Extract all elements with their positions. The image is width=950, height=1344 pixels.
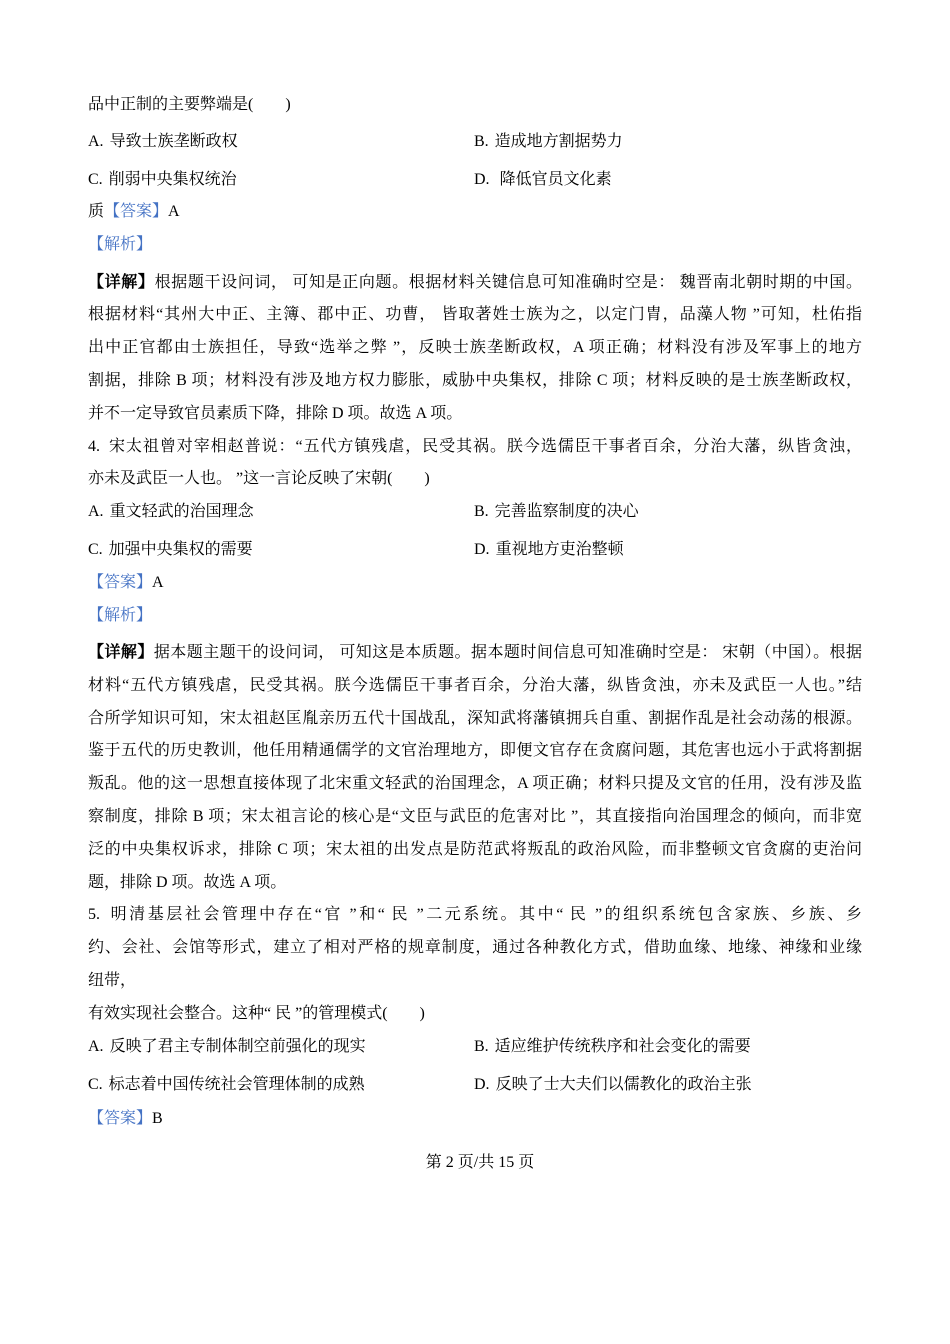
option-letter: C. <box>88 1075 103 1093</box>
detail-label: 【详解】 <box>88 273 155 291</box>
option-c <box>88 534 474 567</box>
detail-line: 并不一定导致官员素质下降，排除 D 项。故选 A 项。 <box>88 404 463 422</box>
option-d <box>474 1069 860 1102</box>
options-row-ab <box>88 126 862 159</box>
option-text: 造成地方割据势力 <box>494 132 623 150</box>
option-letter: B. <box>474 1037 489 1055</box>
option-a <box>88 1031 474 1064</box>
option-b <box>474 1031 860 1064</box>
option-letter: B. <box>474 503 489 521</box>
analysis-label: 【解析】 <box>88 236 153 254</box>
option-b <box>474 496 860 529</box>
detail-line <box>88 637 862 670</box>
options-row-cd <box>88 164 862 197</box>
option-text: 标志着中国传统社会管理体制的成熟 <box>108 1075 365 1093</box>
page-content <box>88 89 862 1137</box>
detail-line: 合所学知识可知，宋太祖赵匡胤亲历五代十国战乱，深知武将藩镇拥兵自重、割据作乱是社会动荡的根源。 <box>88 709 862 727</box>
answer-value: B <box>152 1110 163 1128</box>
answer-label: 【答案】 <box>88 573 153 591</box>
option-c <box>88 1069 474 1102</box>
option-text: 加强中央集权的需要 <box>108 541 253 559</box>
page-footer: 第 2 页/共 15 页 <box>425 1153 535 1171</box>
option-c <box>88 164 474 197</box>
detail-line: 割据，排除 B 项；材料没有涉及地方权力膨胀，威胁中央集权，排除 C 项；材料反映的是士族垄断政权， <box>88 371 862 389</box>
option-letter: A. <box>88 503 104 521</box>
option-text: 反映了士大夫们以儒教化的政治主张 <box>495 1075 752 1093</box>
option-text: 重文轻武的治国理念 <box>109 503 254 521</box>
detail-line: 泛的中央集权诉求，排除 C 项；宋太祖的出发点是防范武将叛乱的政治风险，而非整顿文官贪腐的吏治问 <box>88 840 862 858</box>
option-d <box>474 164 860 197</box>
detail-line: 出中正官都由士族担任，导致“选举之弊 ”，反映士族垄断政权，A 项正确；材料没有涉及军事上的地方 <box>88 339 862 357</box>
option-text: 反映了君主专制体制空前强化的现实 <box>109 1037 366 1055</box>
question-stem-text: 宋太祖曾对宰相赵普说：“五代方镇残虐，民受其祸。朕今选儒臣干事者百余，分治大藩，纵皆贪浊， <box>108 437 862 455</box>
question-3 <box>88 89 862 431</box>
question-5 <box>88 899 862 1136</box>
option-d-wrap-text: 质 <box>88 203 105 221</box>
option-letter: A. <box>88 1037 104 1055</box>
detail-line: 叛乱。他的这一思想直接体现了北宋重文轻武的治国理念，A 项正确；材料只提及文官的任用，没有涉及监 <box>88 775 862 793</box>
question-4 <box>88 431 862 900</box>
option-letter: A. <box>88 132 104 150</box>
option-text: 降低官员文化素 <box>499 170 612 188</box>
answer-line <box>88 1103 862 1136</box>
option-text: 导致士族垄断政权 <box>109 132 238 150</box>
option-letter: B. <box>474 132 489 150</box>
option-text: 适应维护传统秩序和社会变化的需要 <box>494 1037 751 1055</box>
option-text: 完善监察制度的决心 <box>494 503 639 521</box>
question-stem-text: 明清基层社会管理中存在“官 ”和“ 民 ”二元系统。其中“ 民 ”的组织系统包含家族、乡族、乡 <box>108 906 862 924</box>
option-a <box>88 496 474 529</box>
question-stem-line: 亦未及武臣一人也。 ”这一言论反映了宋朝( ) <box>88 470 430 488</box>
option-letter: D. <box>474 170 490 188</box>
detail-line: 鉴于五代的历史教训，他任用精通儒学的文官治理地方，即便文官存在贪腐问题，其危害也远小于武将割据 <box>88 742 862 760</box>
options-row-cd <box>88 534 862 567</box>
option-letter: D. <box>474 541 490 559</box>
option-letter: D. <box>474 1075 490 1093</box>
analysis-label: 【解析】 <box>88 606 153 624</box>
question-stem-line <box>88 899 862 932</box>
option-text: 重视地方吏治整顿 <box>495 541 624 559</box>
answer-value: A <box>168 203 180 221</box>
option-text: 削弱中央集权统治 <box>108 170 237 188</box>
options-row-cd <box>88 1069 862 1102</box>
detail-line: 察制度，排除 B 项；宋太祖言论的核心是“文臣与武臣的危害对比 ”，其直接指向治国理念的倾向，而非宽 <box>88 808 862 826</box>
answer-line <box>88 567 862 600</box>
detail-text: 据本题主题干的设问词， 可知这是本质题。据本题时间信息可知准确时空是： 宋朝（中国）。根据 <box>153 644 862 662</box>
answer-value: A <box>152 573 164 591</box>
detail-line: 题，排除 D 项。故选 A 项。 <box>88 873 287 891</box>
question-stem-line: 约、会社、会馆等形式，建立了相对严格的规章制度，通过各种教化方式，借助血缘、地缘、神缘和业缘 <box>88 939 862 957</box>
option-a <box>88 126 474 159</box>
detail-text: 根据题干设问词， 可知是正向题。根据材料关键信息可知准确时空是： 魏晋南北朝时期的中国。 <box>154 273 862 291</box>
detail-line: 根据材料“其州大中正、主簿、郡中正、功曹， 皆取著姓士族为之，以定门胄，品藻人物 ”可知，杜佑指 <box>88 306 862 324</box>
question-number: 5. <box>88 906 100 924</box>
detail-label: 【详解】 <box>88 644 154 662</box>
option-d <box>474 534 860 567</box>
answer-label: 【答案】 <box>88 1110 153 1128</box>
question-stem-line: 有效实现社会整合。这种“ 民 ”的管理模式( ) <box>88 1004 425 1022</box>
answer-line <box>88 196 862 229</box>
options-row-ab <box>88 1031 862 1064</box>
question-stem-line <box>88 431 862 464</box>
question-stem-line: 纽带， <box>88 972 137 990</box>
option-letter: C. <box>88 541 103 559</box>
question-number: 4. <box>88 437 100 455</box>
detail-line: 材料“五代方镇残虐，民受其祸。朕今选儒臣干事者百余，分治大藩，纵皆贪浊，亦未及武臣一人也。”结 <box>88 676 862 694</box>
option-letter: C. <box>88 170 103 188</box>
answer-label: 【答案】 <box>104 203 169 221</box>
option-b <box>474 126 860 159</box>
detail-line <box>88 267 862 300</box>
question-stem-continuation: 品中正制的主要弊端是( ) <box>88 95 291 113</box>
options-row-ab <box>88 496 862 529</box>
